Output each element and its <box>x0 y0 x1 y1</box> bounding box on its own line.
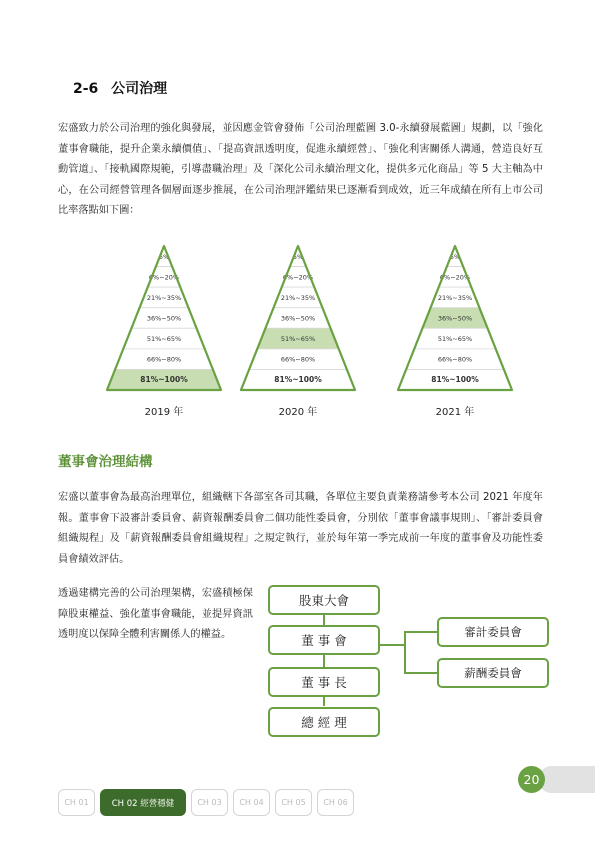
pyramid-tier-label: 66%~80% <box>280 355 316 364</box>
chapter-tab-6[interactable]: CH 06 <box>317 789 354 816</box>
pyramid-tier-label: 36%~50% <box>280 314 316 323</box>
pyramid-tier-label: 66%~80% <box>146 355 182 364</box>
pyramid-tier-label: 81%~100% <box>140 375 188 385</box>
pyramid-tier-label: 36%~50% <box>437 314 473 323</box>
pyramid-0 <box>105 240 223 425</box>
chapter-tab-3[interactable]: CH 03 <box>191 789 228 816</box>
pyramid-tier-label: 6%~20% <box>439 273 471 282</box>
pyramid-tier-label: 81%~100% <box>431 375 479 385</box>
pyramid-year: 2021 年 <box>435 407 475 418</box>
pyramid-graphic <box>396 240 514 395</box>
pyramid-tier-label: 51%~65% <box>146 335 182 344</box>
org-paragraph: 透過建構完善的公司治理架構，宏盛積極保障股東權益、強化董事會職能，並提昇資訊透明度以保障全體利害關係人的權益。 <box>58 588 253 640</box>
org-connector <box>323 654 325 668</box>
chapter-tab-5[interactable]: CH 05 <box>275 789 312 816</box>
pyramid-2 <box>396 240 514 425</box>
org-chairman: 董 事 長 <box>268 667 380 697</box>
org-remuneration-committee: 薪酬委員會 <box>437 658 549 688</box>
pyramid-1 <box>239 240 357 425</box>
pyramid-tier-label: 81%~100% <box>274 375 322 385</box>
page-number-tab <box>538 766 595 793</box>
pyramid-graphic <box>239 240 357 395</box>
org-president: 總 經 理 <box>268 707 380 737</box>
page-number: 20 <box>518 766 545 793</box>
org-connector <box>404 672 437 674</box>
pyramid-tier-label: 66%~80% <box>437 355 473 364</box>
org-audit-committee: 審計委員會 <box>437 617 549 647</box>
intro-paragraph: 宏盛致力於公司治理的強化與發展，並因應金管會發佈「公司治理藍圖 3.0-永續發展藍圖」規劃，以「強化董事會職能，提升企業永續價值」、「提高資訊透明度，促進永續經營」、「強化利害關係人溝通，營造良好互動管道」、「接軌國際規範，引導盡職治理」及「深化公司永續治理文化，提供多元化商品」等 5 大主軸為中心，在公司經營管理各個層面逐步推展，在公司治理評鑑結果已逐漸看到成效，近三年成績在所有上市公司比率落點如下圖： <box>58 123 543 216</box>
section-title <box>73 78 167 98</box>
pyramid-year: 2020 年 <box>278 407 318 418</box>
org-connector <box>404 631 437 633</box>
pyramid-graphic <box>105 240 223 395</box>
pyramid-tier-label: 5% <box>158 252 170 261</box>
pyramid-tier-label: 51%~65% <box>280 335 316 344</box>
pyramid-tier-label: 21%~35% <box>146 293 182 302</box>
section-name: 公司治理 <box>111 81 168 97</box>
pyramid-tier-label: 6%~20% <box>148 273 180 282</box>
pyramid-tier-label: 5% <box>449 252 461 261</box>
pyramid-tier-label: 5% <box>292 252 304 261</box>
pyramid-year: 2019 年 <box>144 407 184 418</box>
chapter-tab-4[interactable]: CH 04 <box>233 789 270 816</box>
pyramid-tier-label: 51%~65% <box>437 335 473 344</box>
org-shareholders-meeting: 股東大會 <box>268 585 380 615</box>
board-paragraph: 宏盛以董事會為最高治理單位，組織轄下各部室各司其職，各單位主要負責業務請參考本公司 2021 年度年報。董事會下設審計委員會、薪資報酬委員會二個功能性委員會，分別依「董事會議事規則」、「審計委員會組織規程」及「薪資報酬委員會組織規程」之規定執行，並於每年第一季完成前一年度的董事會及功能性委員會績效評估。 <box>58 492 543 565</box>
org-board: 董 事 會 <box>268 625 380 655</box>
chapter-nav <box>58 789 354 816</box>
rating-pyramids <box>0 240 595 425</box>
org-connector <box>404 631 406 674</box>
org-connector <box>380 644 405 646</box>
pyramid-tier-label: 21%~35% <box>437 293 473 302</box>
board-structure-heading: 董事會治理結構 <box>58 454 153 470</box>
chapter-tab-2[interactable]: CH 02 經營穩健 <box>100 789 186 816</box>
pyramid-tier-label: 36%~50% <box>146 314 182 323</box>
pyramid-tier-label: 21%~35% <box>280 293 316 302</box>
section-number: 2-6 <box>73 81 99 97</box>
chapter-tab-1[interactable]: CH 01 <box>58 789 95 816</box>
pyramid-tier-label: 6%~20% <box>282 273 314 282</box>
